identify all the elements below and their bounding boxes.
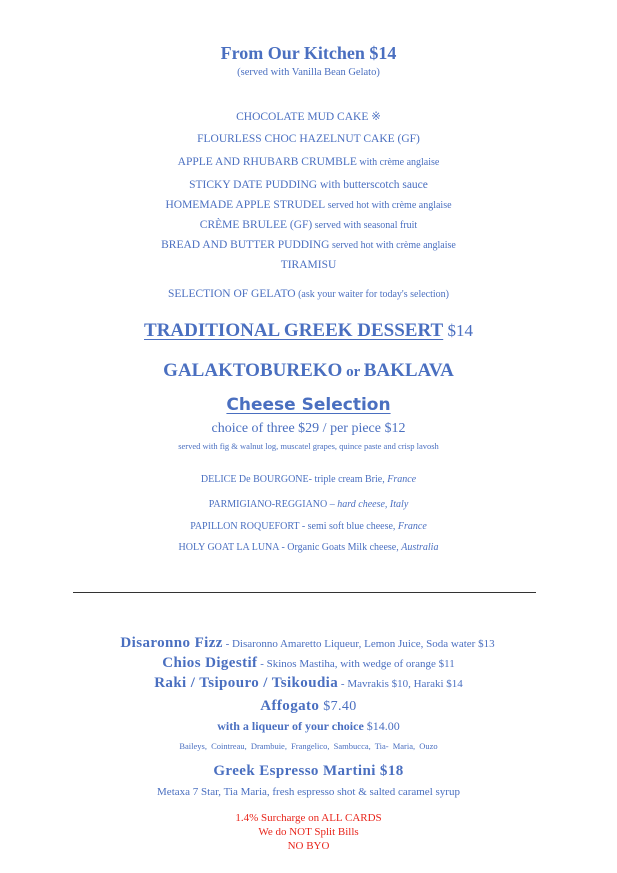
cheese-name: PAPILLON ROQUEFORT	[190, 521, 300, 532]
drink-name: Chios Digestif	[162, 655, 258, 671]
item-desc: served with seasonal fruit	[312, 220, 418, 231]
item-name: TIRAMISU	[280, 259, 337, 271]
item-name: CHOCOLATE MUD CAKE ※	[236, 111, 381, 123]
item-desc: with crème anglaise	[356, 157, 440, 168]
liqueur-text: with a liqueur of your choice	[217, 719, 364, 733]
cheese-item	[0, 474, 617, 485]
item-name: STICKY DATE PUDDING with butterscotch sauce	[189, 179, 428, 191]
cheese-item	[0, 521, 617, 532]
cheese-origin: hard cheese, Italy	[337, 499, 409, 510]
kitchen-subtitle: (served with Vanilla Bean Gelato)	[237, 67, 380, 78]
item-name: SELECTION OF GELATO	[168, 288, 296, 300]
cheese-name: PARMIGIANO-REGGIANO	[208, 499, 328, 510]
drink-chios-digestif	[0, 655, 617, 672]
item-desc: (ask your waiter for today's selection)	[295, 289, 449, 300]
baklava-label: BAKLAVA	[363, 360, 454, 381]
drink-espresso-martini	[0, 763, 617, 780]
cheese-desc: - semi soft blue cheese,	[299, 521, 398, 532]
item-name: CRÈME BRULEE (GF)	[199, 219, 313, 231]
cheese-item	[0, 542, 617, 553]
drink-raki	[0, 675, 617, 692]
greek-dessert-price: $14	[443, 321, 473, 340]
drink-desc: - Skinos Mastiha, with wedge of orange $11	[257, 658, 455, 670]
cheese-item	[0, 499, 617, 510]
notice-split-bills: We do NOT Split Bills	[258, 826, 359, 838]
drink-price: $18	[375, 763, 404, 779]
menu-item	[0, 239, 617, 251]
drink-name: Greek Espresso Martini	[213, 763, 376, 779]
item-desc: served hot with crème anglaise	[329, 240, 456, 251]
cheese-title: Cheese Selection	[226, 395, 391, 415]
cheese-origin: France	[387, 474, 417, 485]
drink-disaronno-fizz	[0, 635, 616, 652]
menu-item	[0, 259, 617, 271]
menu-item	[0, 109, 617, 123]
liqueur-option	[0, 719, 617, 734]
notice-no-byo: NO BYO	[287, 840, 330, 852]
item-desc: served hot with crème anglaise	[325, 200, 452, 211]
drink-name: Raki / Tsipouro / Tsikoudia	[154, 675, 339, 691]
cheese-name: DELICE De BOURGONE	[200, 474, 309, 485]
greek-dessert-title: TRADITIONAL GREEK DESSERT	[144, 320, 444, 341]
greek-dessert-options	[0, 360, 617, 382]
liqueur-list: Baileys, Cointreau, Drambuie, Frangelico, Sambucca, Tia- Maria, Ouzo	[179, 741, 438, 751]
cheese-choice: choice of three $29 / per piece $12	[211, 421, 406, 436]
item-name: APPLE AND RHUBARB CRUMBLE	[177, 156, 357, 168]
item-name: FLOURLESS CHOC HAZELNUT CAKE (GF)	[197, 133, 420, 145]
cheese-name: HOLY GOAT LA LUNA	[178, 542, 279, 553]
drink-name: Affogato	[260, 698, 320, 714]
drink-price: $7.40	[319, 699, 357, 714]
item-name: BREAD AND BUTTER PUDDING	[161, 239, 330, 251]
menu-item	[0, 288, 617, 300]
or-label: or	[342, 364, 364, 380]
martini-desc: Metaxa 7 Star, Tia Maria, fresh espresso shot & salted caramel syrup	[157, 786, 460, 798]
divider	[73, 592, 536, 593]
greek-dessert-heading	[0, 320, 617, 342]
item-name: HOMEMADE APPLE STRUDEL	[165, 199, 326, 211]
notice-surcharge: 1.4% Surcharge on ALL CARDS	[235, 812, 382, 824]
galaktobureko-label: GALAKTOBUREKO	[163, 360, 343, 381]
cheese-desc: - Organic Goats Milk cheese,	[278, 542, 402, 553]
cheese-origin: France	[397, 521, 427, 532]
cheese-served: served with fig & walnut log, muscatel grapes, quince paste and crisp lavosh	[178, 441, 439, 451]
drink-name: Disaronno Fizz	[120, 635, 223, 651]
liqueur-price: $14.00	[363, 719, 400, 733]
drink-desc: - Disaronno Amaretto Liqueur, Lemon Juice, Soda water $13	[222, 638, 495, 650]
kitchen-title: From Our Kitchen $14	[220, 43, 397, 63]
cheese-origin: Australia	[401, 542, 439, 553]
menu-item	[0, 219, 617, 231]
menu-item	[0, 156, 617, 168]
cheese-desc: –	[327, 499, 338, 510]
drink-desc: - Mavrakis $10, Haraki $14	[338, 678, 463, 690]
menu-item	[0, 133, 617, 145]
menu-item	[0, 179, 617, 191]
drink-affogato	[0, 698, 617, 715]
menu-item	[0, 199, 617, 211]
cheese-desc: - triple cream Brie,	[308, 474, 388, 485]
